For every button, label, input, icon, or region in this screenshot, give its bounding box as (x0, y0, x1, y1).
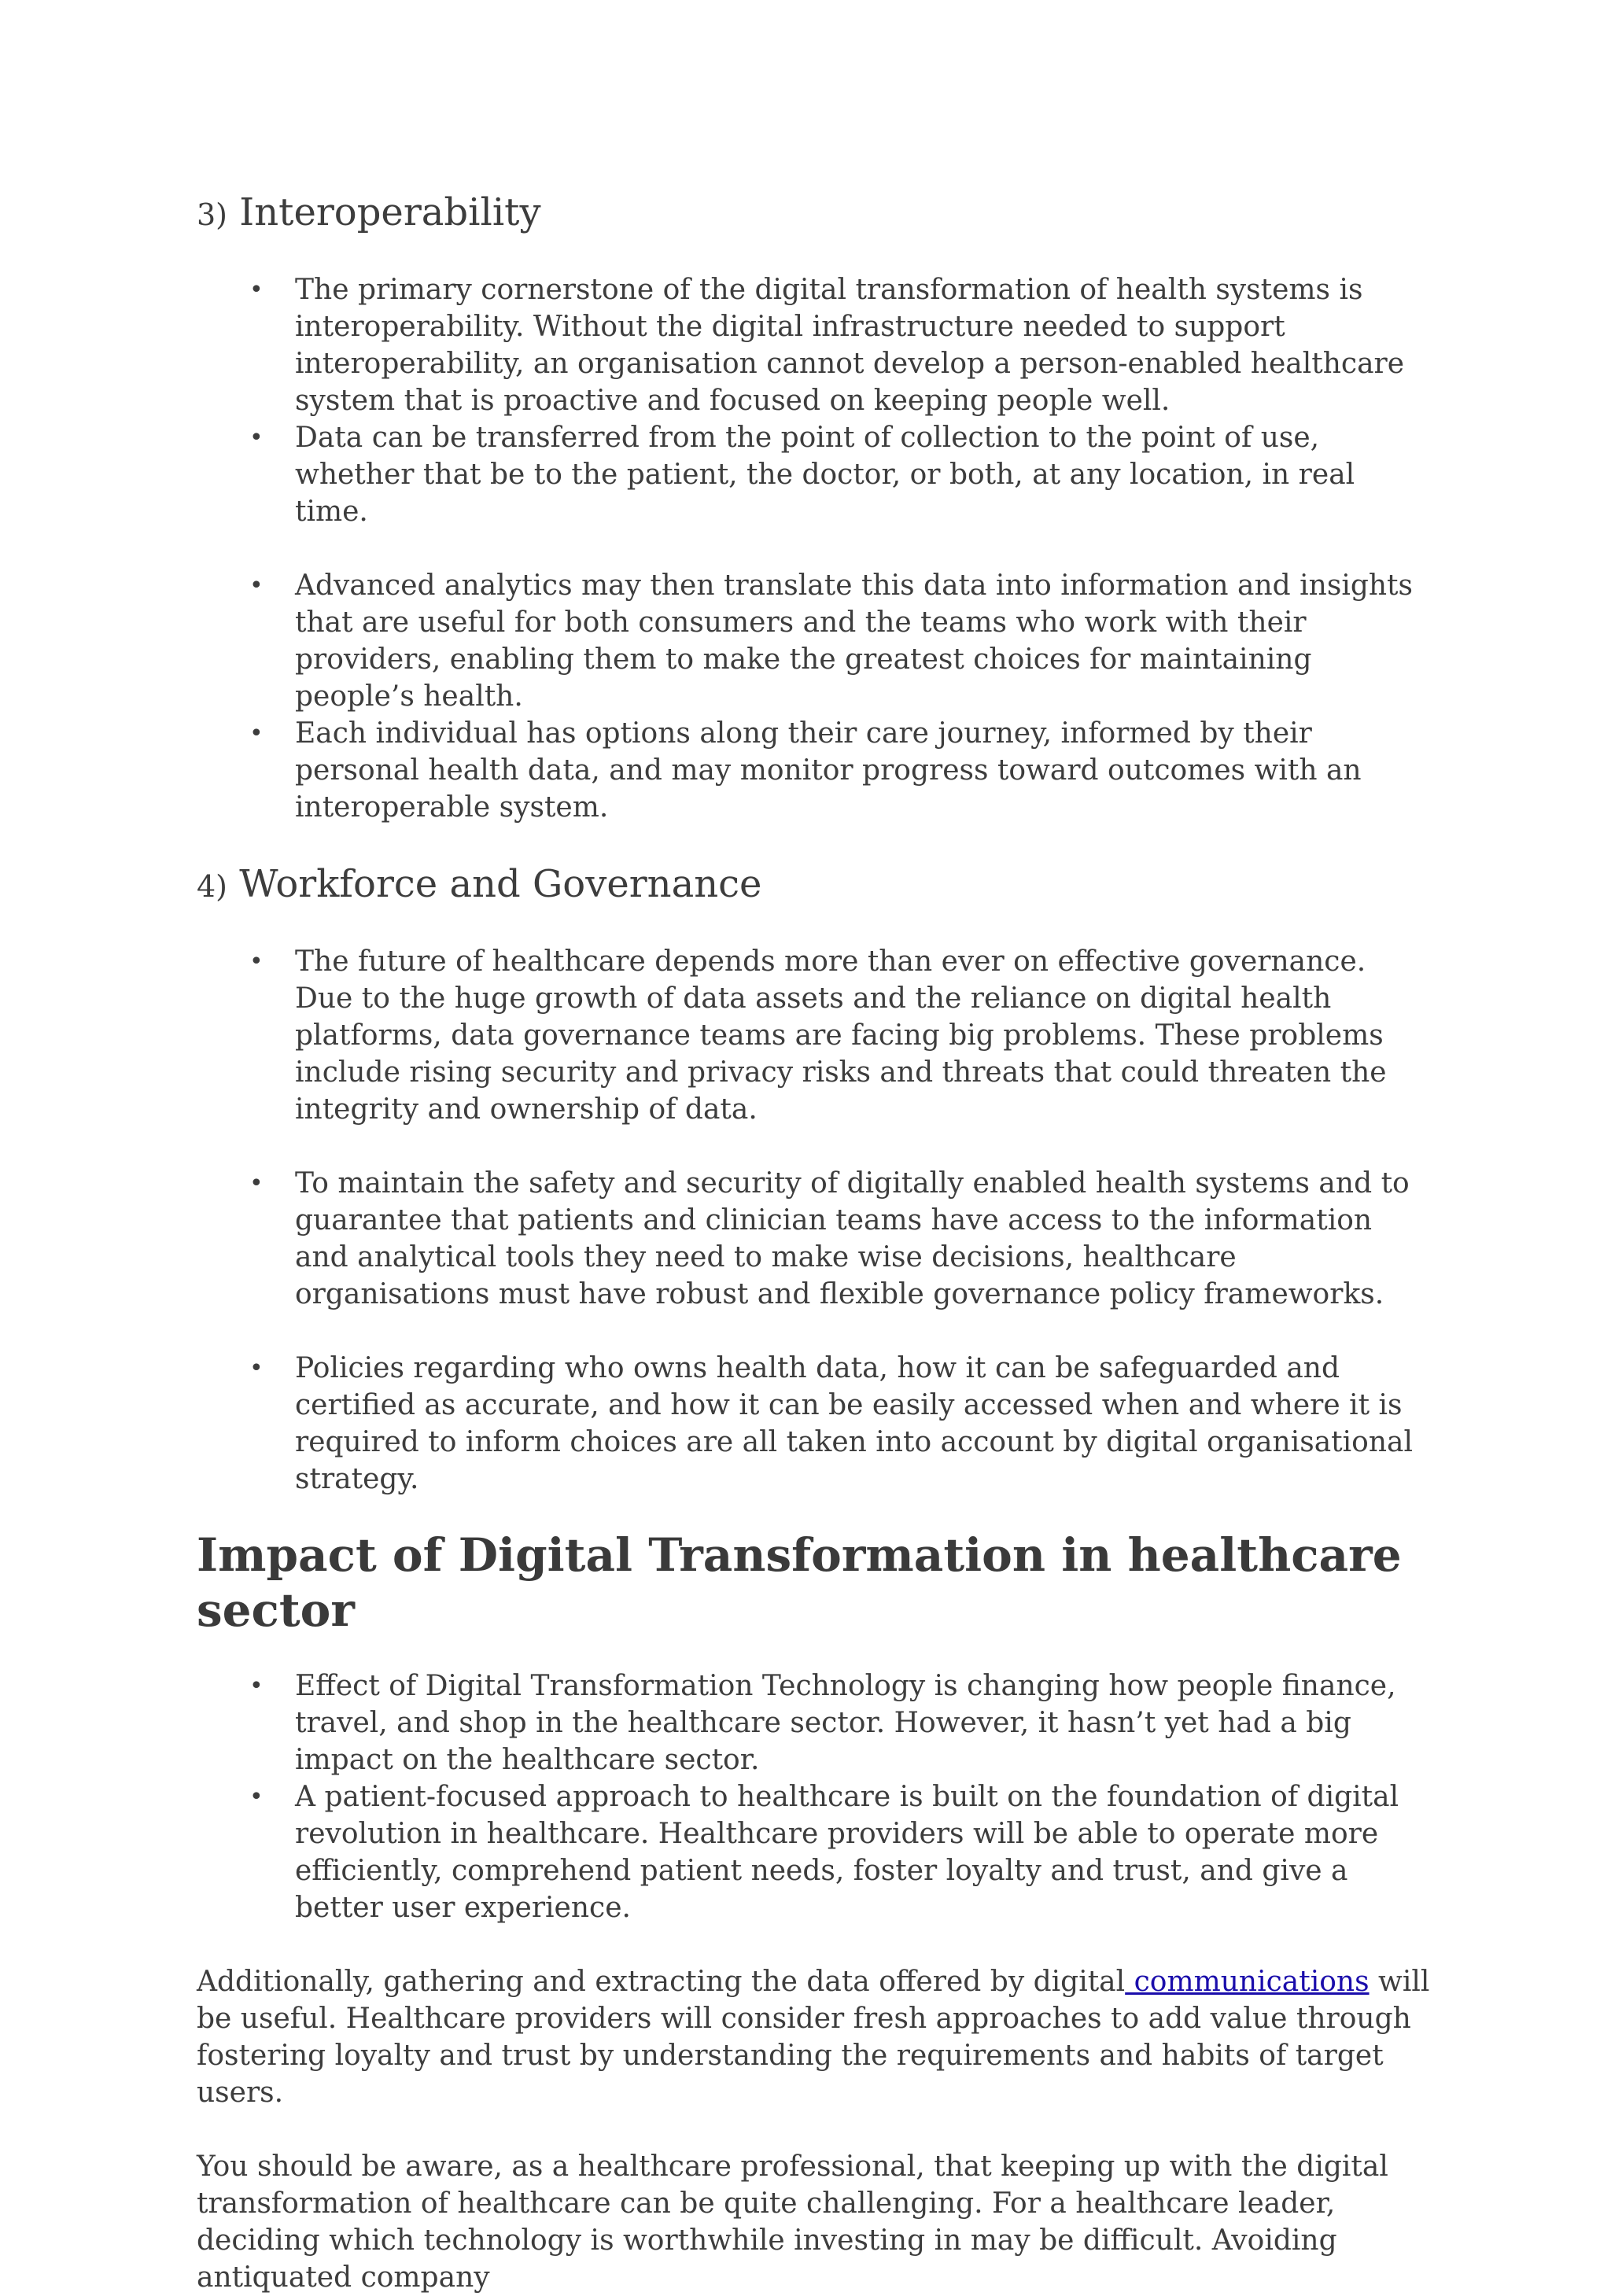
bullet-icon: • (249, 948, 264, 975)
section-3-title: Interoperability (239, 190, 541, 234)
list-item: • Advanced analytics may then translate this data into information and insights that are useful for both consumers and the teams who work with their providers, enabling them to make the greatest choices for maintaining people’s health. (295, 567, 1432, 715)
section-4-heading (197, 861, 1432, 910)
bullet-icon: • (249, 1783, 264, 1811)
list-item: • Each individual has options along their care journey, informed by their personal health data, and may monitor progress toward outcomes with an interoperable system. (295, 715, 1432, 826)
paragraph-communications: Additionally, gathering and extracting the data offered by digital communications will be useful. Healthcare providers will consider fresh approaches to add value through fostering loyalty and trust by understanding the requirements and habits of target users. (197, 1966, 1430, 2109)
section-4-number: 4) (197, 869, 228, 904)
impact-heading: Impact of Digital Transformation in healthcare sector (197, 1528, 1402, 1637)
paragraph-professional: You should be aware, as a healthcare professional, that keeping up with the digital transformation of healthcare can be quite challenging. For a healthcare leader, deciding which technology is worthwhile investing in may be difficult. Avoiding antiquated company (197, 2150, 1388, 2294)
interoperability-list-b (197, 567, 1432, 826)
bullet-icon: • (249, 1354, 264, 1382)
list-item: • Effect of Digital Transformation Technology is changing how people finance, travel, and shop in the healthcare sector. However, it hasn’t yet had a big impact on the healthcare sector. (295, 1668, 1432, 1778)
document-page (197, 189, 1432, 2296)
governance-list-3 (197, 1350, 1432, 1498)
bullet-icon: • (249, 720, 264, 747)
bullet-icon: • (249, 572, 264, 599)
impact-list (197, 1668, 1432, 1926)
list-item: • Data can be transferred from the point of collection to the point of use, whether that be to the patient, the doctor, or both, at any location, in real time. (295, 419, 1432, 530)
list-item: • A patient-focused approach to healthcare is built on the foundation of digital revolution in healthcare. Healthcare providers will be able to operate more efficiently, comprehend patient needs, foster loyalty and trust, and give a better user experience. (295, 1778, 1432, 1926)
list-item: • The primary cornerstone of the digital transformation of health systems is interoperability. Without the digital infrastructure needed to support interoperability, an organisation cannot develop a person-enabled healthcare system that is proactive and focused on keeping people well. (295, 271, 1432, 419)
communications-link[interactable]: communications (1125, 1966, 1370, 1998)
list-item: • Policies regarding who owns health data, how it can be safeguarded and certified as accurate, and how it can be easily accessed when and where it is required to inform choices are all taken into account by digital organisational strategy. (295, 1350, 1432, 1498)
interoperability-list-a (197, 271, 1432, 530)
section-4-title: Workforce and Governance (239, 862, 762, 906)
section-3-number: 3) (197, 197, 228, 232)
bullet-icon: • (249, 1170, 264, 1197)
governance-list-2 (197, 1165, 1432, 1313)
list-item: • The future of healthcare depends more than ever on effective governance. Due to the huge growth of data assets and the reliance on digital health platforms, data governance teams are facing big problems. These problems include rising security and privacy risks and threats that could threaten the integrity and ownership of data. (295, 943, 1432, 1128)
governance-list-1 (197, 943, 1432, 1128)
list-item: • To maintain the safety and security of digitally enabled health systems and to guarantee that patients and clinician teams have access to the information and analytical tools they need to make wise decisions, healthcare organisations must have robust and flexible governance policy frameworks. (295, 1165, 1432, 1313)
bullet-icon: • (249, 276, 264, 304)
bullet-icon: • (249, 1672, 264, 1700)
section-3-heading (197, 189, 1432, 238)
bullet-icon: • (249, 424, 264, 451)
